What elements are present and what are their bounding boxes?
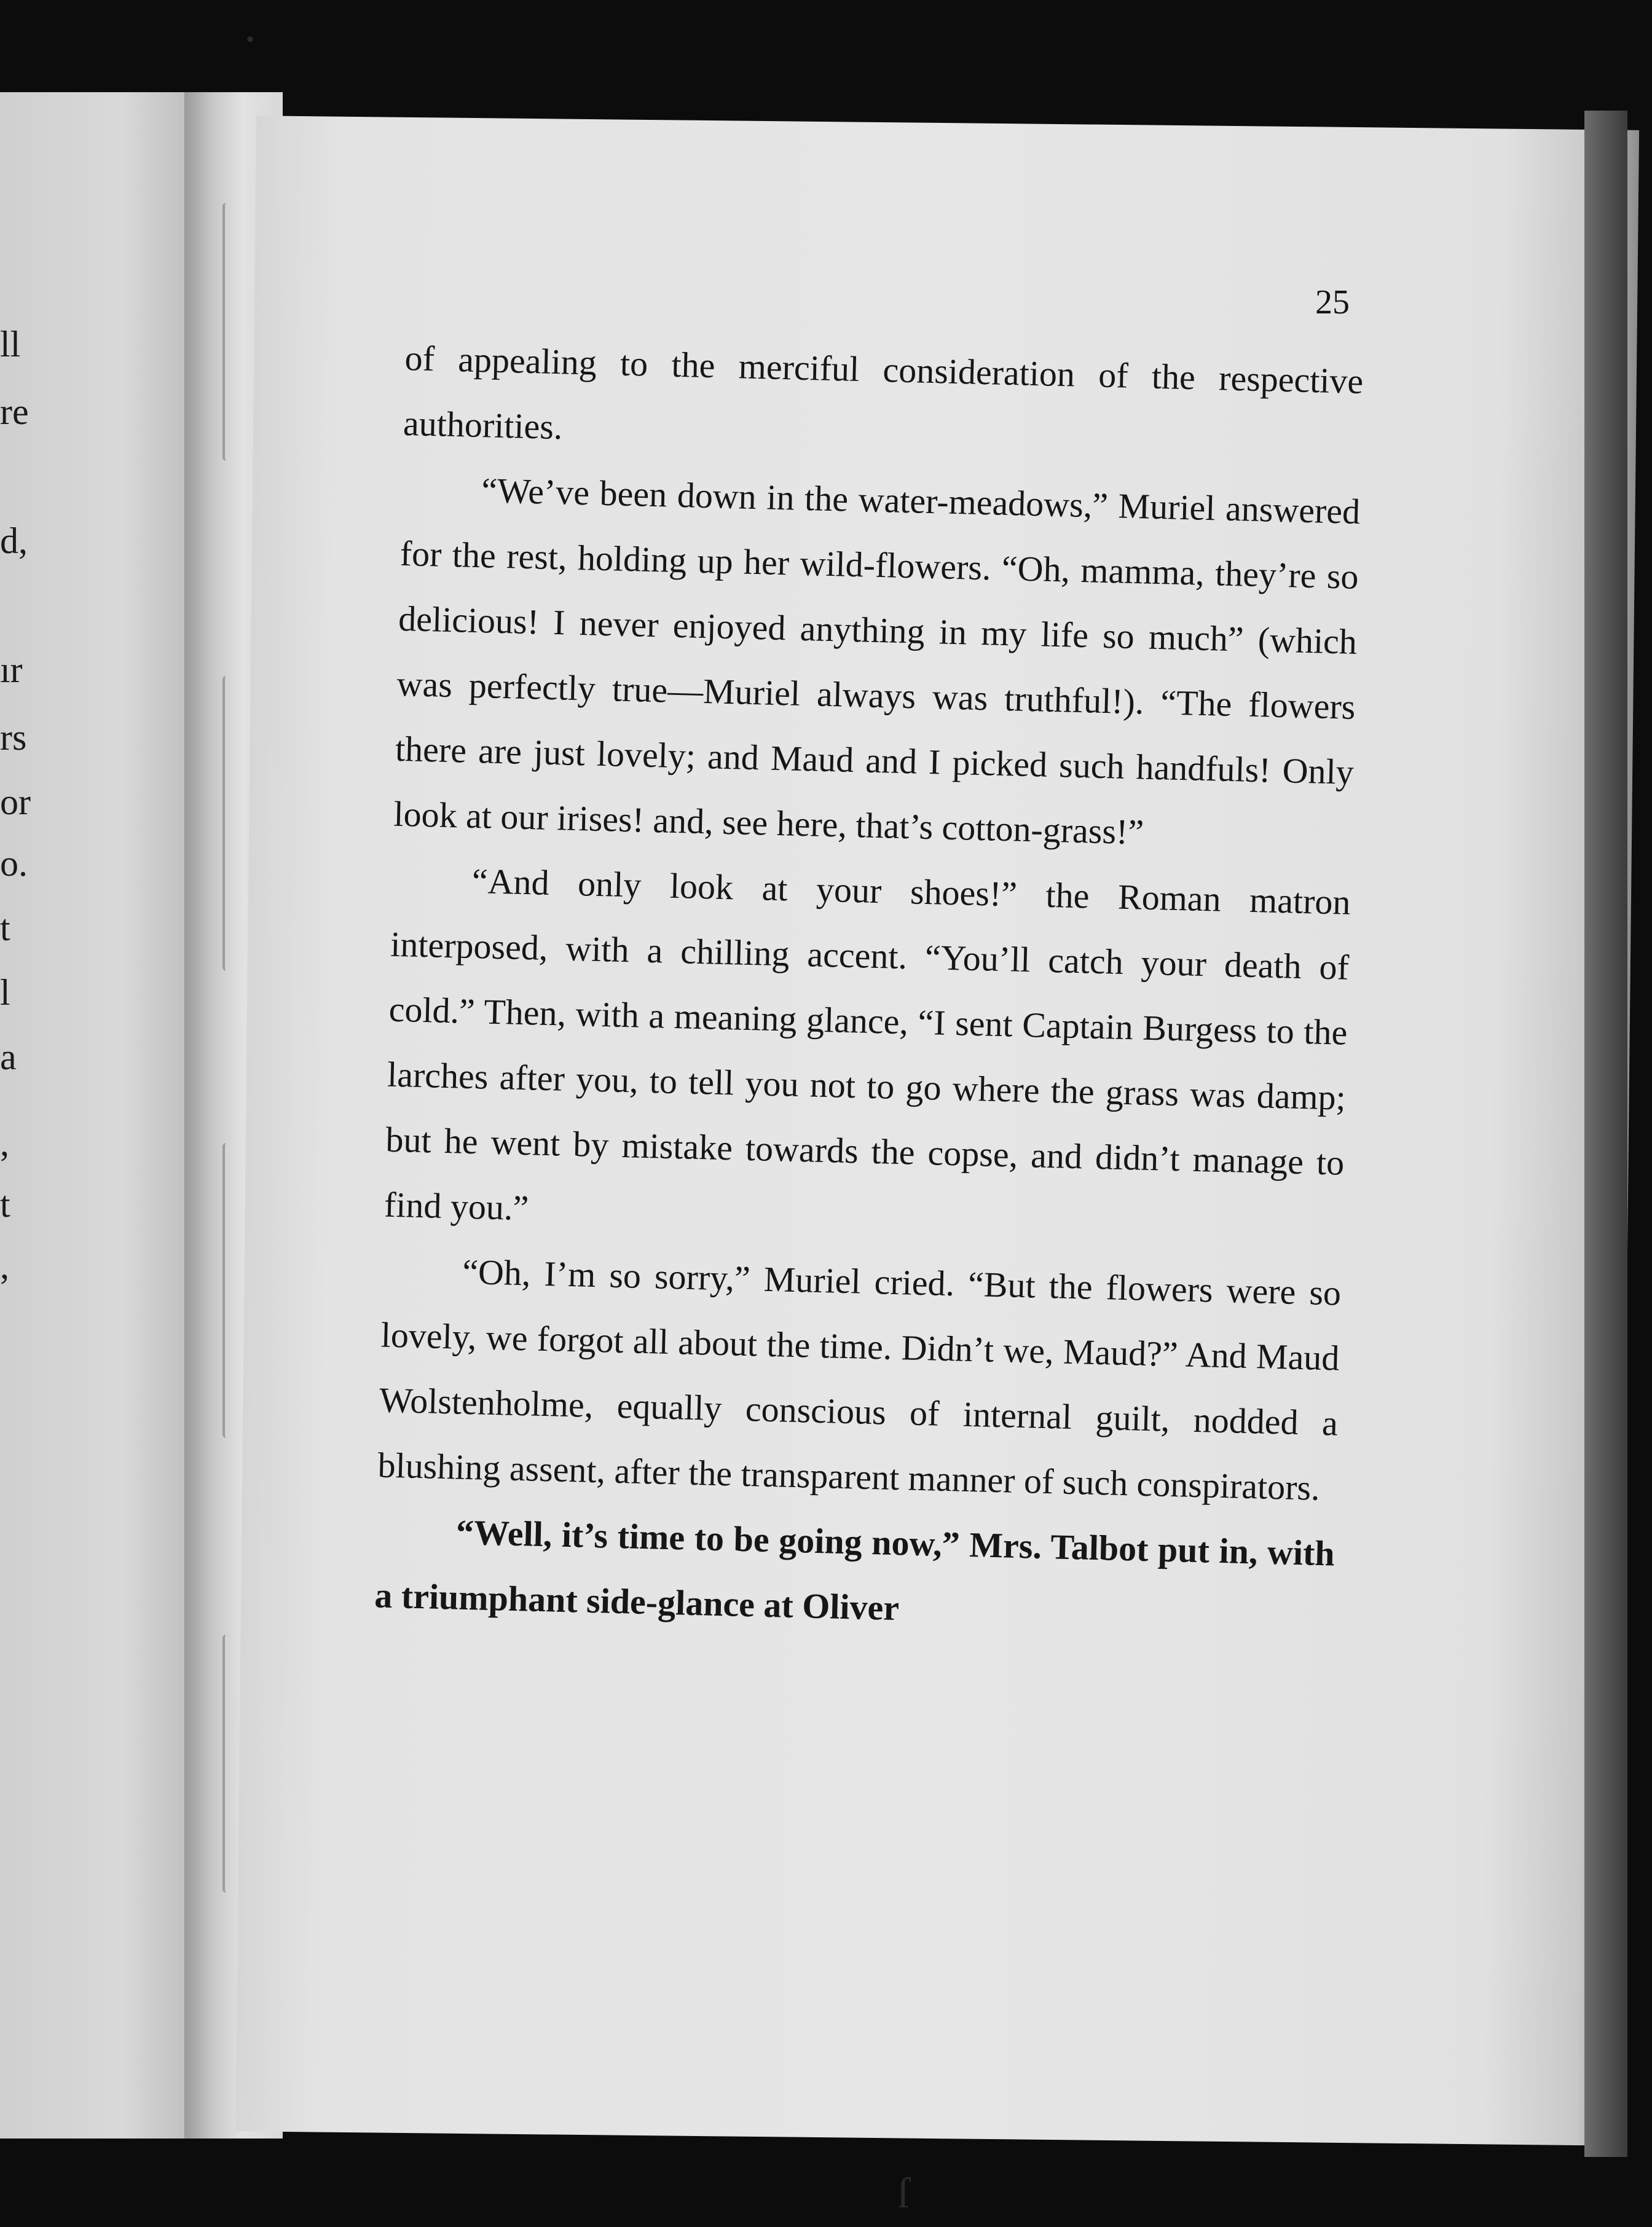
paragraph: of appealing to the merciful consideration of the respective authorities. bbox=[403, 337, 1364, 447]
left-page-fragment: , bbox=[0, 1123, 9, 1163]
page-stack-edge bbox=[1584, 111, 1627, 2157]
left-page-fragment: rs bbox=[0, 717, 27, 758]
binding-stitch bbox=[222, 676, 231, 971]
left-page-fragment: d, bbox=[0, 520, 28, 561]
scan-scratch: ſ bbox=[897, 2170, 910, 2217]
left-page-fragment: re bbox=[0, 391, 29, 432]
binding-stitch bbox=[222, 203, 231, 461]
binding-stitch bbox=[222, 1143, 231, 1438]
paragraph: “And only look at your shoes!” the Roman matron interposed, with a chilling accent. “You’ll catch your death of cold.” Then, with a meaning glance, “I sent Captain Burgess to the larches after you, to tell you not to go where the grass was damp; but he went by mistake towards the copse, and didn’t manage to find you.” bbox=[384, 860, 1351, 1228]
left-page-fragment: t bbox=[0, 1184, 10, 1225]
left-page-fragment: l bbox=[0, 972, 10, 1013]
scan-speck: • bbox=[246, 25, 255, 53]
binding-stitch bbox=[222, 1635, 231, 1893]
left-page-fragment: ll bbox=[0, 324, 21, 364]
left-page-fragment: a bbox=[0, 1037, 17, 1077]
paragraph: “Well, it’s time to be going now,” Mrs. Talbot put in, with a triumphant side-glance at Oliver bbox=[374, 1512, 1335, 1628]
left-page-fragment: ır bbox=[0, 650, 23, 690]
paragraph: “Oh, I’m so sorry,” Muriel cried. “But the flowers were so lovely, we forgot all about the time. Didn’t we, Maud?” And Maud Wolstenholme, equally conscious of internal guilt, nodded a blushing assent, after the transparent manner of such conspirators. bbox=[377, 1251, 1342, 1508]
left-page-fragment: o. bbox=[0, 843, 28, 884]
paragraph: “We’ve been down in the water-meadows,” Muriel answered for the rest, holding up her wild-flowers. “Oh, mamma, they’re so delicious! I never enjoyed anything in my life so much” (which was perfectly true—Muriel always was truthful!). “The flowers there are just lovely; and Maud and I picked such handfuls! Only look at our irises! and, see here, that’s cotton-grass!” bbox=[393, 470, 1361, 852]
left-page-fragment: , bbox=[0, 1246, 9, 1286]
left-page-fragment: or bbox=[0, 782, 31, 822]
body-text bbox=[374, 326, 1364, 1651]
page-number: 25 bbox=[1315, 283, 1350, 321]
left-page-fragment: t bbox=[0, 908, 10, 948]
